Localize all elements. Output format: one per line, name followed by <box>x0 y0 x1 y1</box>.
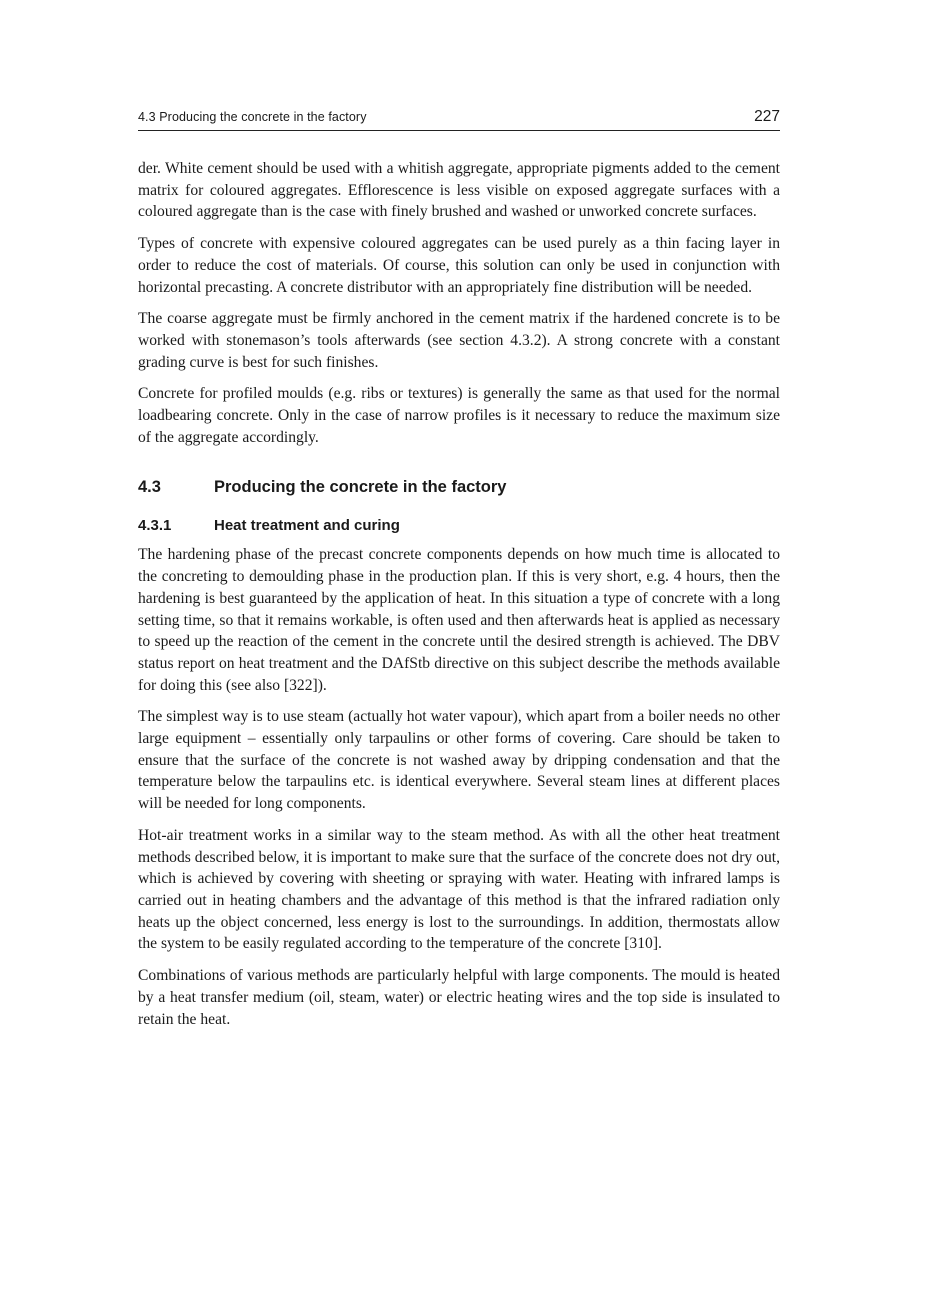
section-heading <box>138 478 780 497</box>
paragraph: Hot-air treatment works in a similar way to the steam method. As with all the other heat treatment methods described below, it is important to make sure that the surface of the concrete does not dry out, which is achieved by covering with sheeting or spraying with water. Heating with infrared lamps is carried out in heating chambers and the advantage of this method is that the infrared radiation only heats up the object concerned, less energy is lost to the surroundings. In addition, thermostats allow the system to be easily regulated according to the temperature of the concrete [310]. <box>138 826 780 953</box>
paragraph: The coarse aggregate must be firmly anchored in the cement matrix if the hardened concrete is to be worked with stonemason’s tools afterwards (see section 4.3.2). A strong concrete with a constant grading curve is best for such finishes. <box>138 310 780 371</box>
subsection-title: Heat treatment and curing <box>214 517 400 535</box>
subsection-number: 4.3.1 <box>138 517 172 535</box>
paragraph: Concrete for profiled moulds (e.g. ribs or textures) is generally the same as that used for the normal loadbearing concrete. Only in the case of narrow profiles is it necessary to reduce the maximum size of the aggregate accordingly. <box>138 385 780 446</box>
subsection-heading <box>138 517 780 534</box>
paragraph: Types of concrete with expensive coloured aggregates can be used purely as a thin facing layer in order to reduce the cost of materials. Of course, this solution can only be used in conjunction with horizontal precasting. A concrete distributor with an appropriately fine distribution will be needed. <box>138 235 780 296</box>
body-text <box>138 158 780 1030</box>
running-header-section: 4.3 Producing the concrete in the factory <box>138 110 367 124</box>
paragraph: The hardening phase of the precast concrete components depends on how much time is allocated to the concreting to demoulding phase in the production plan. If this is very short, e.g. 4 hours, then the hardening is best guaranteed by the application of heat. In this situation a type of concrete with a long setting time, so that it remains workable, is often used and then afterwards heat is applied as necessary to speed up the reaction of the cement in the concrete until the desired strength is achieved. The DBV status report on heat treatment and the DAfStb directive on this subject describe the methods available for doing this (see also [322]). <box>138 546 780 694</box>
book-page <box>138 108 780 1040</box>
paragraph: Combinations of various methods are particularly helpful with large components. The mould is heated by a heat transfer medium (oil, steam, water) or electric heating wires and the top side is insulated to retain the heat. <box>138 967 780 1028</box>
paragraph: der. White cement should be used with a whitish aggregate, appropriate pigments added to the cement matrix for coloured aggregates. Efflorescence is less visible on exposed aggregate surfaces with a coloured aggregate than is the case with finely brushed and washed or unworked concrete surfaces. <box>138 160 780 221</box>
section-title: Producing the concrete in the factory <box>214 478 507 497</box>
page-number: 227 <box>754 108 780 125</box>
section-number: 4.3 <box>138 478 161 497</box>
paragraph: The simplest way is to use steam (actually hot water vapour), which apart from a boiler needs no other large equipment – essentially only tarpaulins or other forms of covering. Care should be taken to ensure that the surface of the concrete is not washed away by dripping condensation and that the temperature below the tarpaulins etc. is identical everywhere. Several steam lines at different places will be needed for long components. <box>138 708 780 813</box>
running-header <box>138 108 780 131</box>
